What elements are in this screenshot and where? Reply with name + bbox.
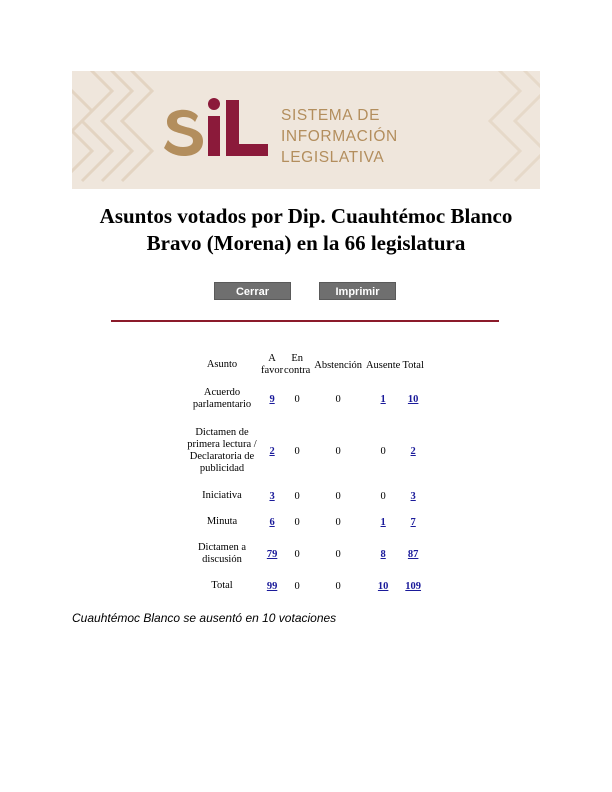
table-row <box>183 508 425 536</box>
header-banner <box>72 71 540 189</box>
header-abstencion: Abstención <box>314 359 363 371</box>
contra-value: 0 <box>294 548 300 560</box>
header-ausente: Ausente <box>365 359 401 371</box>
total-contra-value: 0 <box>294 580 300 592</box>
absence-note: Cuauhtémoc Blanco se ausentó en 10 votaciones <box>72 611 337 625</box>
sil-logo-icon <box>164 96 268 160</box>
favor-link[interactable]: 9 <box>269 393 275 405</box>
header-asunto: Asunto <box>206 359 238 370</box>
votes-table <box>183 350 425 600</box>
total-link[interactable]: 10 <box>407 393 419 405</box>
row-asunto: Acuerdo parlamentario <box>192 387 252 410</box>
table-row <box>183 484 425 508</box>
abstencion-value: 0 <box>335 516 341 528</box>
total-favor-link[interactable]: 99 <box>266 580 278 592</box>
total-link[interactable]: 3 <box>410 490 416 502</box>
ausente-link[interactable]: 1 <box>380 393 386 405</box>
abstencion-value: 0 <box>335 445 341 457</box>
grand-total-link[interactable]: 109 <box>405 580 422 592</box>
total-link[interactable]: 2 <box>410 445 416 457</box>
row-asunto: Iniciativa <box>202 490 242 501</box>
totals-label: Total <box>211 580 233 591</box>
divider <box>111 320 499 322</box>
ausente-link[interactable]: 1 <box>380 516 386 528</box>
page-title: Asuntos votados por Dip. Cuauhtémoc Blanco Bravo (Morena) en la 66 legislatura <box>99 204 513 255</box>
total-abstencion-value: 0 <box>335 580 341 592</box>
abstencion-value: 0 <box>335 548 341 560</box>
favor-link[interactable]: 2 <box>269 445 275 457</box>
header-favor: A favor <box>261 353 284 376</box>
total-link[interactable]: 7 <box>410 516 416 528</box>
decorative-pattern-right <box>470 71 540 189</box>
table-header-row <box>183 350 425 380</box>
row-asunto: Minuta <box>206 516 238 527</box>
contra-value: 0 <box>294 490 300 502</box>
close-button[interactable]: Cerrar <box>214 282 291 300</box>
logo-caption <box>281 105 398 168</box>
header-contra: En contra <box>284 353 311 376</box>
totals-row <box>183 572 425 600</box>
row-asunto: Dictamen de primera lectura / Declaratoria de publicidad <box>187 427 257 474</box>
sil-logo <box>164 93 268 163</box>
total-link[interactable]: 87 <box>407 548 419 560</box>
table-row <box>183 418 425 484</box>
table-row <box>183 536 425 572</box>
row-asunto: Dictamen a discusión <box>197 542 247 565</box>
table-row <box>183 380 425 418</box>
header-total: Total <box>402 359 424 371</box>
contra-value: 0 <box>294 393 300 405</box>
contra-value: 0 <box>294 516 300 528</box>
ausente-link[interactable]: 8 <box>380 548 386 560</box>
decorative-pattern <box>72 71 172 189</box>
ausente-value: 0 <box>380 490 386 502</box>
abstencion-value: 0 <box>335 393 341 405</box>
ausente-value: 0 <box>380 445 386 457</box>
favor-link[interactable]: 79 <box>266 548 278 560</box>
abstencion-value: 0 <box>335 490 341 502</box>
favor-link[interactable]: 3 <box>269 490 275 502</box>
logo-caption-line-2: INFORMACIÓN <box>281 128 398 145</box>
print-button[interactable]: Imprimir <box>319 282 396 300</box>
contra-value: 0 <box>294 445 300 457</box>
logo-caption-line-3: LEGISLATIVA <box>281 149 385 166</box>
total-ausente-link[interactable]: 10 <box>377 580 389 592</box>
logo-caption-line-1: SISTEMA DE <box>281 107 381 124</box>
favor-link[interactable]: 6 <box>269 516 275 528</box>
